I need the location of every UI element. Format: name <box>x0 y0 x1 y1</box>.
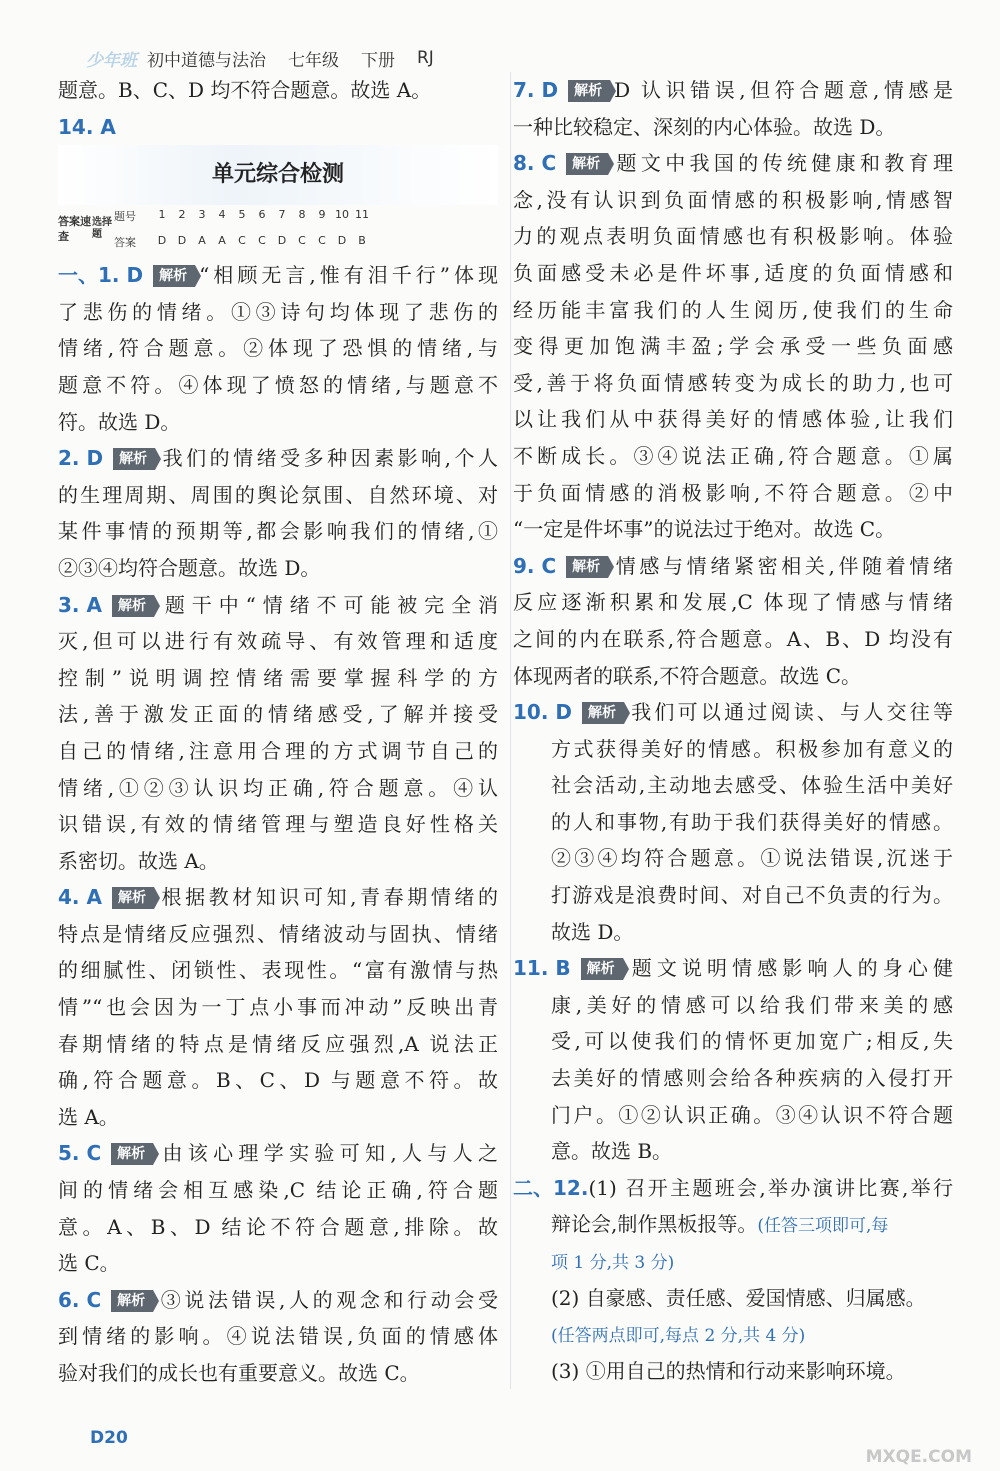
line-text: “相顾无言,惟有泪千行”体现 <box>199 263 498 288</box>
grid-cell: 4 <box>218 208 226 222</box>
text-line <box>58 367 498 404</box>
line-text: 意。故选 B。 <box>551 1139 673 1164</box>
line-text: 识错误,有效的情绪管理与塑造良好性格关 <box>58 812 498 837</box>
question-number: 2. D <box>58 446 104 471</box>
analysis-badge: 解析 <box>112 595 154 617</box>
line-text: 不断成长。③④说法正确,符合题意。①属 <box>513 443 953 468</box>
quick-check-row <box>114 208 372 224</box>
line-text: 到情绪的影响。④说法错误,负面的情感体 <box>58 1324 498 1349</box>
right-column <box>510 72 953 1389</box>
grid-cell: 7 <box>278 208 286 222</box>
analysis-badge: 解析 <box>153 265 195 287</box>
text-line <box>513 767 953 804</box>
text-line <box>58 770 498 807</box>
line-text: ②③④均符合题意。故选 D。 <box>58 555 321 580</box>
text-line <box>513 218 953 255</box>
line-text: 符。故选 D。 <box>58 409 181 434</box>
line-text: 故选 D。 <box>551 919 634 944</box>
text-line <box>513 1170 953 1207</box>
line-text: 情感与情绪紧密相关,伴随着情绪 <box>612 553 953 578</box>
text-line <box>58 916 498 953</box>
grid-cell: D <box>277 234 287 248</box>
text-line <box>58 696 498 733</box>
line-text: 选 A。 <box>58 1104 119 1129</box>
scoring-note: (任答两点即可,每点 2 分,共 4 分) <box>551 1326 806 1347</box>
grid-cell: C <box>318 234 326 248</box>
line-text: (1) 召开主题班会,举办演讲比赛,举行 <box>588 1175 953 1200</box>
answer-quick-check <box>58 205 498 253</box>
text-line <box>58 952 498 989</box>
question-number: 11. B <box>513 956 571 981</box>
line-text: 一种比较稳定、深刻的内心体验。故选 D。 <box>513 114 896 139</box>
grid-cell: 3 <box>198 208 206 222</box>
header-edition: RJ <box>417 48 434 68</box>
line-text: 控制”说明调控情绪需要掌握科学的方 <box>58 665 498 690</box>
grid-cell: C <box>298 234 306 248</box>
line-text: 力的观点表明负面情感也有积极影响。体验 <box>513 224 953 249</box>
grid-cell: 5 <box>238 208 246 222</box>
grid-cell: D <box>157 234 167 248</box>
line-text: 于负面情感的消极影响,不符合题意。②中 <box>513 480 953 505</box>
line-text: 门户。①②认识正确。③④认识不符合题 <box>551 1102 953 1127</box>
line-text: 确,符合题意。B、C、D 与题意不符。故 <box>58 1068 498 1093</box>
line-text: 情绪,①②③认识均正确,符合题意。④认 <box>58 775 498 800</box>
analysis-badge: 解析 <box>581 958 623 980</box>
page-header <box>60 40 500 76</box>
line-text: 了悲伤的情绪。①③诗句均体现了悲伤的 <box>58 299 498 324</box>
line-text: 题意。B、C、D 均不符合题意。故选 A。 <box>58 78 432 102</box>
question-number: 7. D <box>513 78 559 102</box>
line-text: 反应逐渐积累和发展,C 体现了情感与情绪 <box>513 590 953 615</box>
line-text: 间的情绪会相互感染,C 结论正确,符合题 <box>58 1178 498 1203</box>
text-line <box>58 1062 498 1099</box>
text-line <box>513 621 953 658</box>
line-text: 念,没有认识到负面情感的积极影响,情感智 <box>513 187 953 212</box>
text-line <box>513 694 953 731</box>
line-text: 题文说明情感影响人的身心健 <box>626 956 953 981</box>
grid-cell: A <box>218 234 226 248</box>
section-title: 单元综合检测 <box>58 145 498 205</box>
analysis-badge: 解析 <box>568 80 610 102</box>
text-line <box>58 440 498 477</box>
text-line <box>513 1060 953 1097</box>
line-text: 打游戏是浪费时间、对自己不负责的行为。 <box>551 883 953 908</box>
analysis-badge: 解析 <box>111 1143 153 1165</box>
header-subject: 初中道德与法治 <box>147 50 266 71</box>
page-number: D20 <box>90 1428 128 1448</box>
line-text: 受,可以使我们的情怀更加宽广;相反,失 <box>551 1029 953 1054</box>
line-text: 法,善于激发正面的情绪感受,了解并接受 <box>58 702 498 727</box>
text-line <box>513 401 953 438</box>
text-line <box>513 292 953 329</box>
line-text: ③说法错误,人的观念和行动会受 <box>157 1287 498 1312</box>
text-line <box>513 1280 953 1317</box>
line-text: 社会活动,主动地去感受、体验生活中美好 <box>551 773 953 798</box>
text-line <box>58 550 498 587</box>
line-text: 体现两者的联系,不符合题意。故选 C。 <box>513 663 862 688</box>
text-line <box>513 1023 953 1060</box>
line-text: 选 C。 <box>58 1251 120 1276</box>
line-text: (2) 自豪感、责任感、爱国情感、归属感。 <box>551 1285 926 1310</box>
text-line <box>513 1097 953 1134</box>
text-line <box>513 145 953 182</box>
line-text: 辩论会,制作黑板报等。 <box>551 1212 758 1237</box>
line-text: 负面感受未必是件坏事,适度的负面情感和 <box>513 260 953 285</box>
text-line <box>58 806 498 843</box>
grid-cell: D <box>337 234 347 248</box>
analysis-badge: 解析 <box>566 153 608 175</box>
line-text: 题干中“情绪不可能被完全消 <box>157 592 498 617</box>
text-line <box>513 1133 953 1170</box>
text-line <box>58 660 498 697</box>
line-text: 变得更加饱满丰盈;学会承受一些负面感 <box>513 334 953 359</box>
row-header: 题号 <box>114 210 136 224</box>
text-line <box>58 330 498 367</box>
quick-check-label: 答案速查 <box>58 215 91 244</box>
line-text: 去美好的情感则会给各种疾病的入侵打开 <box>551 1066 953 1091</box>
text-line <box>513 1206 953 1243</box>
text-line <box>513 511 953 548</box>
line-text: 经历能丰富我们的人生阅历,使我们的生命 <box>513 297 953 322</box>
line-text: 题意不符。④体现了愤怒的情绪,与题意不 <box>58 372 498 397</box>
text-line <box>513 182 953 219</box>
line-text: 方式获得美好的情感。积极参加有意义的 <box>551 736 953 761</box>
grid-cell: 11 <box>355 208 369 222</box>
line-text: 的细腻性、闭锁性、表现性。“富有激情与热 <box>58 958 498 983</box>
text-line <box>58 1209 498 1246</box>
line-text: 康,美好的情感可以给我们带来美的感 <box>551 992 953 1017</box>
text-line <box>513 840 953 877</box>
header-term: 下册 <box>361 50 395 71</box>
question-number: 3. A <box>58 592 102 617</box>
text-line <box>58 879 498 916</box>
line-text: 之间的内在联系,符合题意。A、B、D 均没有 <box>513 626 953 651</box>
grid-cell: C <box>258 234 266 248</box>
text-line <box>58 294 498 331</box>
grid-cell: A <box>198 234 206 248</box>
text-line <box>513 731 953 768</box>
text-line <box>58 477 498 514</box>
question-number: 5. C <box>58 1141 102 1166</box>
grid-cell: 6 <box>258 208 266 222</box>
text-line <box>513 365 953 402</box>
line-text: 以让我们从中获得美好的情感体验,让我们 <box>513 407 953 432</box>
line-text: (3) ①用自己的热情和行动来影响环境。 <box>551 1358 906 1383</box>
text-line <box>513 950 953 987</box>
line-text: 受,善于将负面情感转变为成长的助力,也可 <box>513 370 953 395</box>
line-text: 根据教材知识可知,青春期情绪的 <box>157 885 498 910</box>
header-grade: 七年级 <box>288 50 339 71</box>
line-text: 情”“也会因为一丁点小事而冲动”反映出青 <box>58 995 498 1020</box>
grid-cell: D <box>177 234 187 248</box>
text-line <box>58 733 498 770</box>
text-line <box>513 255 953 292</box>
analysis-badge: 解析 <box>566 556 608 578</box>
line-text: 灭,但可以进行有效疏导、有效管理和适度 <box>58 629 498 654</box>
text-line <box>58 1245 498 1282</box>
question-number: 9. C <box>513 553 557 578</box>
text-line <box>58 1318 498 1355</box>
question-number: 一、1. D <box>58 263 144 288</box>
text-line <box>58 1099 498 1136</box>
text-line <box>513 987 953 1024</box>
text-line <box>58 1135 498 1172</box>
quick-check-grid <box>114 208 372 250</box>
text-line <box>513 584 953 621</box>
question-number: 14. A <box>58 114 116 139</box>
question-number: 10. D <box>513 700 572 725</box>
text-line <box>58 109 498 146</box>
text-line <box>58 257 498 294</box>
grid-cell: C <box>238 234 246 248</box>
grid-cell: B <box>358 234 366 248</box>
text-line <box>58 1355 498 1392</box>
text-line <box>58 513 498 550</box>
text-line <box>513 1316 953 1353</box>
text-line <box>513 1353 953 1390</box>
text-line <box>513 475 953 512</box>
analysis-badge: 解析 <box>582 702 624 724</box>
line-text: ②③④均符合题意。①说法错误,沉迷于 <box>551 846 953 871</box>
quick-check-sub: 选择题 <box>92 217 112 241</box>
line-text: 特点是情绪反应强烈、情绪波动与固执、情绪 <box>58 921 498 946</box>
grid-cell: 9 <box>318 208 326 222</box>
line-text: 我们的情绪受多种因素影响,个人 <box>159 446 498 471</box>
text-line <box>513 914 953 951</box>
line-text: 我们可以通过阅读、与人交往等 <box>628 700 953 725</box>
text-line <box>513 72 953 109</box>
line-text: 题文中我国的传统健康和教育理 <box>612 151 953 176</box>
line-text: 验对我们的成长也有重要意义。故选 C。 <box>58 1361 420 1385</box>
text-line <box>513 804 953 841</box>
text-line <box>513 548 953 585</box>
text-line <box>58 1282 498 1319</box>
grid-cell: 2 <box>178 208 186 222</box>
text-line <box>58 587 498 624</box>
question-number: 4. A <box>58 885 102 910</box>
watermark: MXQE.COM <box>865 1447 972 1467</box>
line-text: 自己的情绪,注意用合理的方式调节自己的 <box>58 738 498 763</box>
line-text: 的生理周期、周围的舆论氛围、自然环境、对 <box>58 482 498 507</box>
line-text: 的人和事物,有助于我们获得美好的情感。 <box>551 809 953 834</box>
text-line <box>513 109 953 146</box>
analysis-badge: 解析 <box>111 1290 153 1312</box>
text-line <box>58 1026 498 1063</box>
question-number: 6. C <box>58 1287 102 1312</box>
line-text: 系密切。故选 A。 <box>58 848 219 873</box>
text-line <box>513 328 953 365</box>
text-line <box>513 1243 953 1280</box>
grid-cell: 8 <box>298 208 306 222</box>
text-line <box>513 438 953 475</box>
line-text: 情绪,符合题意。②体现了恐惧的情绪,与 <box>58 336 498 361</box>
scoring-note: (任答三项即可,每 <box>757 1216 889 1237</box>
line-text: “一定是件坏事”的说法过于绝对。故选 C。 <box>513 517 896 542</box>
grid-cell: 10 <box>335 208 349 222</box>
text-line <box>58 72 498 109</box>
series-logo: 少年班 <box>86 50 137 71</box>
text-line <box>513 877 953 914</box>
line-text: 由该心理学实验可知,人与人之 <box>157 1141 498 1166</box>
text-line <box>58 843 498 880</box>
text-line <box>58 1172 498 1209</box>
question-number: 二、12. <box>513 1175 589 1200</box>
quick-check-row <box>114 234 372 250</box>
text-line <box>513 658 953 695</box>
text-line <box>58 989 498 1026</box>
question-number: 8. C <box>513 151 557 176</box>
left-column <box>58 72 498 1392</box>
line-text: 春期情绪的特点是情绪反应强烈,A 说法正 <box>58 1031 498 1056</box>
row-header: 答案 <box>114 236 136 250</box>
line-text: 意。A、B、D 结论不符合题意,排除。故 <box>58 1214 498 1239</box>
analysis-badge: 解析 <box>113 448 155 470</box>
text-line <box>58 404 498 441</box>
line-text: D 认识错误,但符合题意,情感是 <box>614 78 953 102</box>
scoring-note: 项 1 分,共 3 分) <box>551 1253 675 1273</box>
grid-cell: 1 <box>158 208 166 222</box>
analysis-badge: 解析 <box>112 887 154 909</box>
text-line <box>58 623 498 660</box>
line-text: 某件事情的预期等,都会影响我们的情绪,① <box>58 519 498 544</box>
